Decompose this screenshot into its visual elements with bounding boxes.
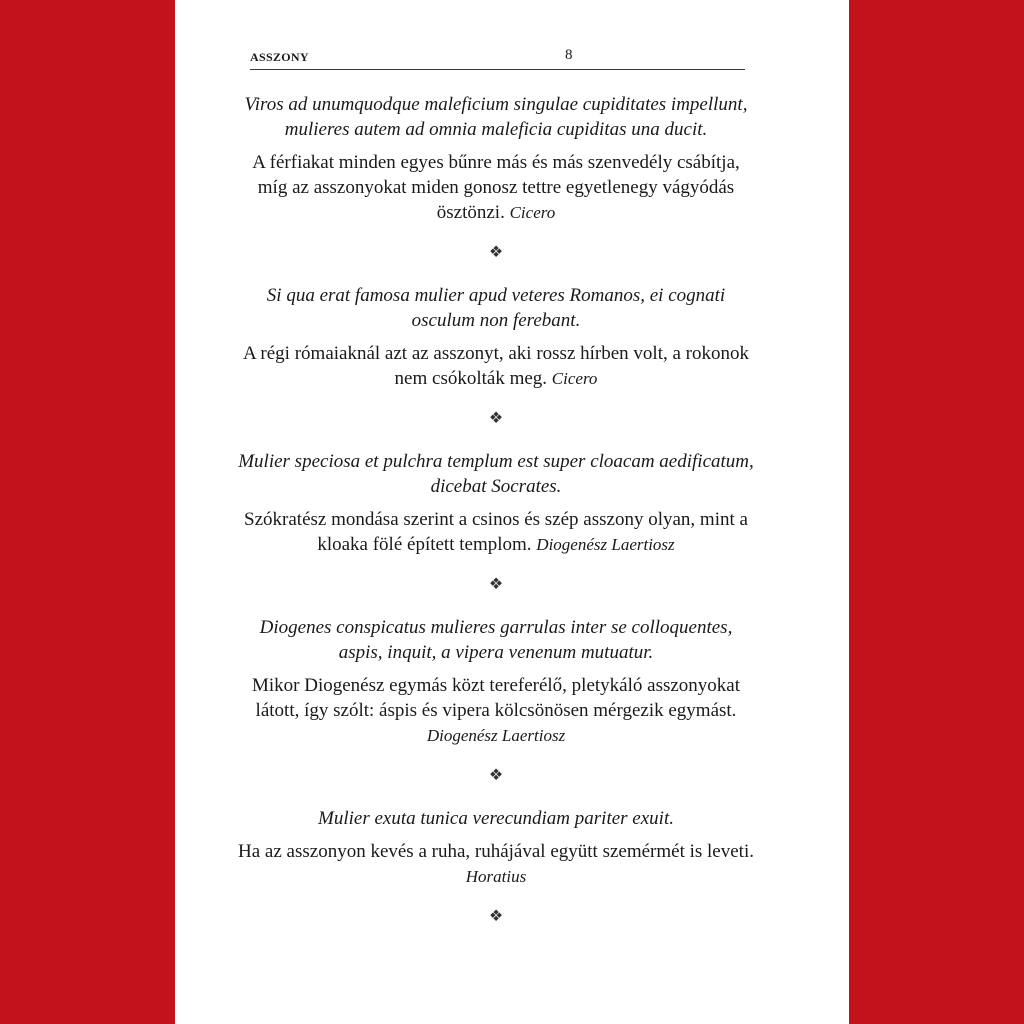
running-header (250, 47, 745, 70)
hungarian-translation (237, 507, 755, 557)
page-number: 8 (565, 47, 573, 63)
quote-entry (237, 283, 755, 391)
quote-author: Horatius (465, 867, 527, 886)
diamond-ornament-icon: ❖ (488, 410, 504, 427)
diamond-ornament-icon: ❖ (488, 767, 504, 784)
latin-quote: Viros ad unumquodque maleficium singulae cupiditates impellunt, mulieres autem ad omnia maleficia cupiditas una ducit. (244, 94, 748, 140)
running-head-title: ASSZONY (250, 50, 309, 64)
translation-text: A férfiakat minden egyes bűnre más és más szenvedély csábítja, míg az asszonyokat miden gonosz tettre egyetlenegy vágyódás ösztönzi. (252, 152, 740, 223)
quote-entry (237, 806, 755, 889)
quote-author: Cicero (509, 203, 556, 222)
quote-entry (237, 615, 755, 748)
diamond-ornament-icon: ❖ (488, 576, 504, 593)
hungarian-translation (237, 839, 755, 889)
book-page (175, 0, 849, 1024)
quote-author: Cicero (551, 369, 598, 388)
latin-quote: Si qua erat famosa mulier apud veteres Romanos, ei cognati osculum non ferebant. (266, 285, 726, 331)
diamond-ornament-icon: ❖ (488, 908, 504, 925)
quote-author: Diogenész Laertiosz (426, 726, 566, 745)
quote-entry (237, 449, 755, 557)
latin-quote: Diogenes conspicatus mulieres garrulas inter se colloquentes, aspis, inquit, a vipera venenum mutuatur. (259, 617, 733, 663)
hungarian-translation (237, 341, 755, 391)
diamond-ornament-icon: ❖ (488, 244, 504, 261)
quote-entry (237, 92, 755, 225)
translation-text: A régi rómaiaknál azt az asszonyt, aki rossz hírben volt, a rokonok nem csókolták meg. (243, 343, 749, 389)
latin-quote: Mulier exuta tunica verecundiam pariter exuit. (318, 808, 674, 829)
quote-author: Diogenész Laertiosz (536, 535, 675, 554)
translation-text: Szókratész mondása szerint a csinos és szép asszony olyan, mint a kloaka fölé épített templom. (244, 509, 748, 555)
translation-text: Mikor Diogenész egymás közt tereferélő, pletykáló asszonyokat látott, így szólt: áspis és vipera kölcsönösen mérgezik egymást. (251, 675, 741, 721)
quote-list (237, 92, 755, 947)
hungarian-translation (237, 150, 755, 225)
latin-quote: Mulier speciosa et pulchra templum est super cloacam aedificatum, dicebat Socrates. (238, 451, 754, 497)
translation-text: Ha az asszonyon kevés a ruha, ruhájával együtt szemérmét is leveti. (238, 841, 754, 862)
hungarian-translation (237, 673, 755, 748)
